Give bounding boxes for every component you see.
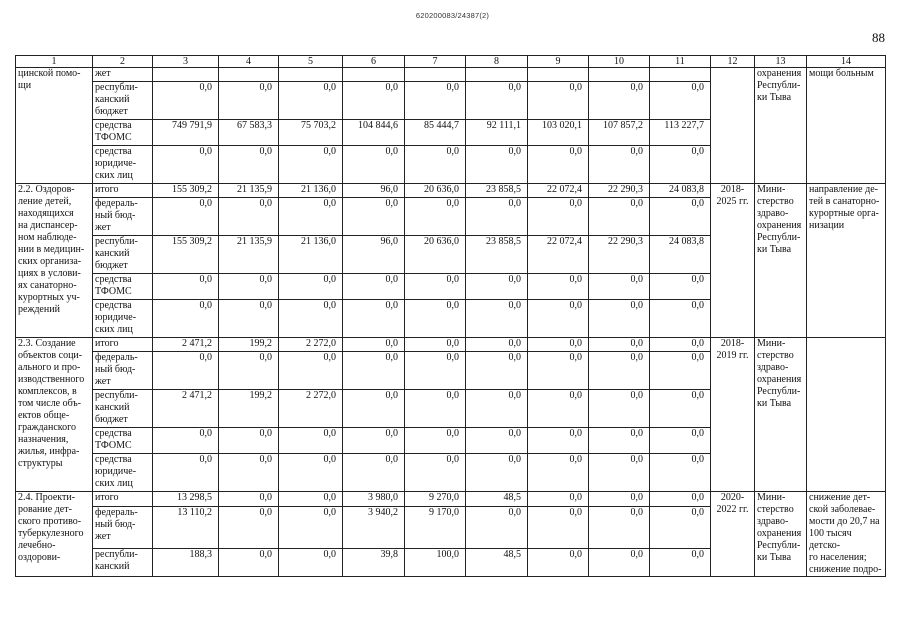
amount-cell: 0,0: [153, 454, 219, 492]
amount-cell: 0,0: [528, 338, 589, 352]
amount-cell: 0,0: [343, 390, 405, 428]
amount-cell: 23 858,5: [466, 236, 528, 274]
amount-cell: 0,0: [153, 274, 219, 300]
page-number: 88: [872, 30, 885, 45]
amount-cell: 0,0: [405, 338, 466, 352]
amount-cell: 199,2: [219, 338, 279, 352]
amount-cell: [279, 68, 343, 82]
amount-cell: 48,5: [466, 492, 528, 507]
amount-cell: 0,0: [650, 492, 711, 507]
amount-cell: 0,0: [650, 300, 711, 338]
amount-cell: 0,0: [528, 352, 589, 390]
amount-cell: 0,0: [466, 338, 528, 352]
amount-cell: 0,0: [650, 82, 711, 120]
amount-cell: 0,0: [343, 198, 405, 236]
table-row: [16, 338, 886, 352]
funding-source-cell: средства юридиче- ских лиц: [93, 454, 153, 492]
amount-cell: 0,0: [589, 454, 650, 492]
amount-cell: 22 290,3: [589, 184, 650, 198]
amount-cell: 0,0: [650, 428, 711, 454]
amount-cell: 0,0: [589, 548, 650, 576]
amount-cell: 0,0: [589, 300, 650, 338]
amount-cell: 0,0: [279, 82, 343, 120]
funding-source-cell: итого: [93, 184, 153, 198]
amount-cell: 22 072,4: [528, 184, 589, 198]
amount-cell: 0,0: [343, 338, 405, 352]
amount-cell: [219, 68, 279, 82]
amount-cell: 155 309,2: [153, 184, 219, 198]
funding-source-cell: федераль- ный бюд- жет: [93, 352, 153, 390]
column-header-6: 6: [343, 56, 405, 68]
column-header-7: 7: [405, 56, 466, 68]
amount-cell: 0,0: [528, 390, 589, 428]
amount-cell: 0,0: [589, 507, 650, 548]
amount-cell: 0,0: [466, 82, 528, 120]
table-row: [16, 68, 886, 82]
funding-source-cell: итого: [93, 492, 153, 507]
amount-cell: 0,0: [466, 390, 528, 428]
amount-cell: 0,0: [219, 146, 279, 184]
amount-cell: 0,0: [589, 338, 650, 352]
amount-cell: 0,0: [219, 82, 279, 120]
amount-cell: 0,0: [466, 146, 528, 184]
amount-cell: 0,0: [405, 198, 466, 236]
measure-name-cell: 2.3. Создание объектов соци- ального и про- изводственного комплексов, в том числе объ- ектов обще- гражданского назначения, жилья, инфра- структуры: [16, 338, 93, 492]
amount-cell: 0,0: [589, 390, 650, 428]
amount-cell: 0,0: [343, 352, 405, 390]
amount-cell: 0,0: [343, 82, 405, 120]
amount-cell: 0,0: [589, 428, 650, 454]
amount-cell: [153, 68, 219, 82]
amount-cell: 2 272,0: [279, 338, 343, 352]
amount-cell: 0,0: [153, 198, 219, 236]
amount-cell: 2 471,2: [153, 338, 219, 352]
amount-cell: [466, 68, 528, 82]
amount-cell: 0,0: [466, 507, 528, 548]
amount-cell: [589, 68, 650, 82]
amount-cell: 0,0: [219, 300, 279, 338]
result-cell: направление де- тей в санаторно- курортные орга- низации: [807, 184, 886, 338]
column-header-1: 1: [16, 56, 93, 68]
measure-name-cell: 2.4. Проекти- рование дет- ского противо- туберкулезного лечебно- оздорови-: [16, 492, 93, 577]
funding-source-cell: республи- канский бюджет: [93, 82, 153, 120]
amount-cell: 0,0: [343, 300, 405, 338]
amount-cell: 0,0: [528, 198, 589, 236]
amount-cell: 0,0: [279, 198, 343, 236]
amount-cell: 21 135,9: [219, 236, 279, 274]
amount-cell: 0,0: [528, 146, 589, 184]
amount-cell: 9 170,0: [405, 507, 466, 548]
funding-source-cell: жет: [93, 68, 153, 82]
result-cell: [807, 338, 886, 492]
period-cell: 2018- 2019 гг.: [711, 338, 755, 492]
amount-cell: 0,0: [153, 146, 219, 184]
amount-cell: 22 072,4: [528, 236, 589, 274]
funding-source-cell: средства юридиче- ских лиц: [93, 300, 153, 338]
amount-cell: 2 272,0: [279, 390, 343, 428]
amount-cell: 22 290,3: [589, 236, 650, 274]
executor-cell: Мини- стерство здраво- охранения Республи- ки Тыва: [755, 338, 807, 492]
funding-source-cell: республи- канский бюджет: [93, 236, 153, 274]
amount-cell: 0,0: [589, 82, 650, 120]
amount-cell: 0,0: [219, 198, 279, 236]
column-header-12: 12: [711, 56, 755, 68]
amount-cell: 20 636,0: [405, 236, 466, 274]
amount-cell: 0,0: [405, 82, 466, 120]
table-row: [16, 184, 886, 198]
amount-cell: [528, 68, 589, 82]
amount-cell: 13 298,5: [153, 492, 219, 507]
amount-cell: 0,0: [279, 428, 343, 454]
amount-cell: 0,0: [219, 352, 279, 390]
amount-cell: 0,0: [466, 428, 528, 454]
amount-cell: 0,0: [219, 454, 279, 492]
amount-cell: 0,0: [279, 352, 343, 390]
amount-cell: 0,0: [405, 146, 466, 184]
amount-cell: 0,0: [650, 507, 711, 548]
amount-cell: 0,0: [528, 507, 589, 548]
amount-cell: 0,0: [153, 428, 219, 454]
amount-cell: 113 227,7: [650, 120, 711, 146]
amount-cell: 100,0: [405, 548, 466, 576]
amount-cell: 0,0: [405, 300, 466, 338]
measure-name-cell: цинской помо- щи: [16, 68, 93, 184]
amount-cell: 0,0: [405, 352, 466, 390]
column-header-4: 4: [219, 56, 279, 68]
amount-cell: 2 471,2: [153, 390, 219, 428]
amount-cell: 0,0: [279, 507, 343, 548]
amount-cell: 0,0: [528, 454, 589, 492]
amount-cell: 0,0: [528, 492, 589, 507]
amount-cell: 23 858,5: [466, 184, 528, 198]
column-header-5: 5: [279, 56, 343, 68]
amount-cell: 48,5: [466, 548, 528, 576]
amount-cell: 85 444,7: [405, 120, 466, 146]
amount-cell: 0,0: [466, 454, 528, 492]
period-cell: [711, 68, 755, 184]
amount-cell: 0,0: [279, 548, 343, 576]
amount-cell: 3 980,0: [343, 492, 405, 507]
amount-cell: 0,0: [528, 274, 589, 300]
amount-cell: 0,0: [650, 274, 711, 300]
amount-cell: 0,0: [153, 300, 219, 338]
amount-cell: 0,0: [650, 454, 711, 492]
table-row: [16, 492, 886, 507]
amount-cell: 0,0: [405, 454, 466, 492]
executor-cell: Мини- стерство здраво- охранения Республи- ки Тыва: [755, 184, 807, 338]
funding-source-cell: итого: [93, 338, 153, 352]
amount-cell: 0,0: [343, 428, 405, 454]
amount-cell: 0,0: [405, 274, 466, 300]
amount-cell: [405, 68, 466, 82]
amount-cell: 21 135,9: [219, 184, 279, 198]
amount-cell: [343, 68, 405, 82]
amount-cell: 0,0: [153, 352, 219, 390]
amount-cell: 0,0: [589, 492, 650, 507]
amount-cell: 0,0: [219, 492, 279, 507]
amount-cell: 0,0: [279, 274, 343, 300]
measure-name-cell: 2.2. Оздоров- ление детей, находящихся на диспансер- ном наблюде- нии в медицин- ских организа- циях в услови- ях санаторно- курортных уч- реждений: [16, 184, 93, 338]
amount-cell: 0,0: [279, 492, 343, 507]
amount-cell: 0,0: [650, 548, 711, 576]
column-header-10: 10: [589, 56, 650, 68]
column-header-13: 13: [755, 56, 807, 68]
period-cell: 2020- 2022 гг.: [711, 492, 755, 577]
amount-cell: 0,0: [650, 338, 711, 352]
amount-cell: 0,0: [466, 352, 528, 390]
funding-source-cell: федераль- ный бюд- жет: [93, 507, 153, 548]
amount-cell: 96,0: [343, 184, 405, 198]
amount-cell: 0,0: [153, 82, 219, 120]
amount-cell: 92 111,1: [466, 120, 528, 146]
document-id: 620200083/24387(2): [415, 11, 490, 20]
amount-cell: 0,0: [528, 428, 589, 454]
column-header-8: 8: [466, 56, 528, 68]
column-header-9: 9: [528, 56, 589, 68]
amount-cell: 0,0: [219, 507, 279, 548]
amount-cell: 0,0: [528, 548, 589, 576]
amount-cell: 9 270,0: [405, 492, 466, 507]
amount-cell: [650, 68, 711, 82]
executor-cell: Мини- стерство здраво- охранения Республи- ки Тыва: [755, 492, 807, 577]
amount-cell: 749 791,9: [153, 120, 219, 146]
amount-cell: 0,0: [219, 274, 279, 300]
funding-source-cell: средства ТФОМС: [93, 274, 153, 300]
amount-cell: 0,0: [650, 198, 711, 236]
column-header-3: 3: [153, 56, 219, 68]
amount-cell: 0,0: [589, 274, 650, 300]
amount-cell: 75 703,2: [279, 120, 343, 146]
amount-cell: 0,0: [589, 198, 650, 236]
amount-cell: 21 136,0: [279, 184, 343, 198]
amount-cell: 3 940,2: [343, 507, 405, 548]
funding-source-cell: республи- канский бюджет: [93, 390, 153, 428]
amount-cell: 0,0: [466, 274, 528, 300]
amount-cell: 39,8: [343, 548, 405, 576]
amount-cell: 155 309,2: [153, 236, 219, 274]
amount-cell: 0,0: [650, 352, 711, 390]
result-cell: снижение дет- ской заболевае- мости до 20,7 на 100 тысяч детско- го населения; снижение подро-: [807, 492, 886, 577]
amount-cell: 188,3: [153, 548, 219, 576]
amount-cell: 107 857,2: [589, 120, 650, 146]
amount-cell: 0,0: [589, 146, 650, 184]
amount-cell: 0,0: [650, 146, 711, 184]
period-cell: 2018- 2025 гг.: [711, 184, 755, 338]
executor-cell: охранения Республи- ки Тыва: [755, 68, 807, 184]
amount-cell: 199,2: [219, 390, 279, 428]
amount-cell: 0,0: [466, 300, 528, 338]
amount-cell: 0,0: [405, 428, 466, 454]
column-header-2: 2: [93, 56, 153, 68]
funding-source-cell: федераль- ный бюд- жет: [93, 198, 153, 236]
amount-cell: 0,0: [279, 146, 343, 184]
amount-cell: 0,0: [405, 390, 466, 428]
amount-cell: 0,0: [219, 548, 279, 576]
amount-cell: 21 136,0: [279, 236, 343, 274]
funding-source-cell: республи- канский: [93, 548, 153, 576]
funding-source-cell: средства ТФОМС: [93, 120, 153, 146]
amount-cell: 13 110,2: [153, 507, 219, 548]
amount-cell: 103 020,1: [528, 120, 589, 146]
amount-cell: 0,0: [589, 352, 650, 390]
funding-source-cell: средства ТФОМС: [93, 428, 153, 454]
amount-cell: 67 583,3: [219, 120, 279, 146]
amount-cell: 0,0: [343, 274, 405, 300]
amount-cell: 0,0: [279, 454, 343, 492]
amount-cell: 96,0: [343, 236, 405, 274]
amount-cell: 24 083,8: [650, 184, 711, 198]
amount-cell: 0,0: [466, 198, 528, 236]
financing-table: [15, 55, 886, 577]
amount-cell: 0,0: [219, 428, 279, 454]
amount-cell: 0,0: [528, 300, 589, 338]
amount-cell: 0,0: [343, 146, 405, 184]
result-cell: мощи больным: [807, 68, 886, 184]
header-row: [16, 56, 886, 68]
column-header-11: 11: [650, 56, 711, 68]
amount-cell: 0,0: [279, 300, 343, 338]
funding-source-cell: средства юридиче- ских лиц: [93, 146, 153, 184]
amount-cell: 0,0: [343, 454, 405, 492]
amount-cell: 20 636,0: [405, 184, 466, 198]
amount-cell: 0,0: [650, 390, 711, 428]
amount-cell: 0,0: [528, 82, 589, 120]
amount-cell: 104 844,6: [343, 120, 405, 146]
column-header-14: 14: [807, 56, 886, 68]
amount-cell: 24 083,8: [650, 236, 711, 274]
